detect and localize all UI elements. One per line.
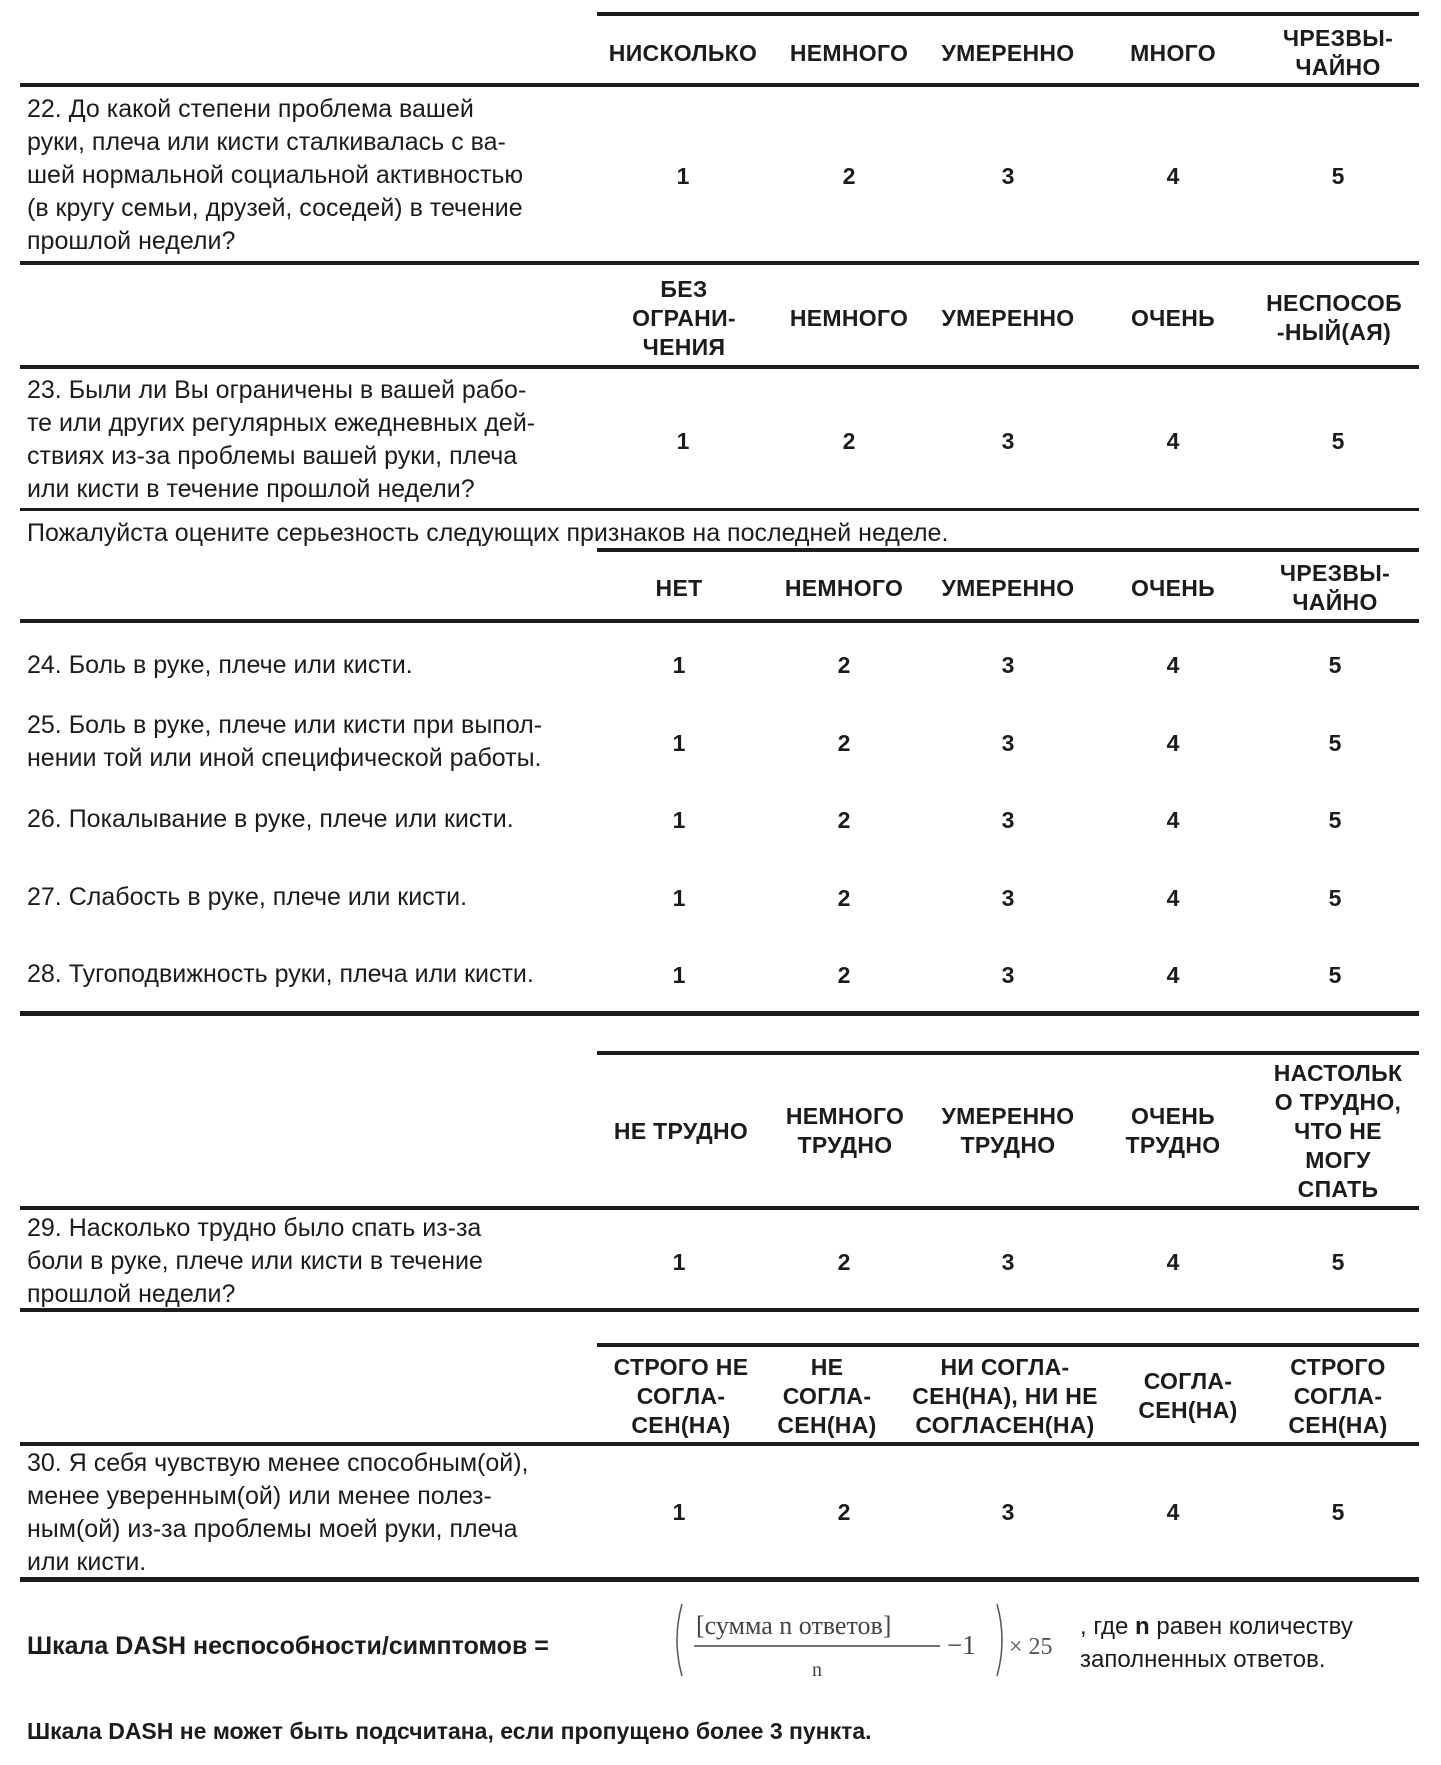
answer-option-3[interactable]: 3	[1001, 885, 1015, 911]
column-header: НЕМНОГО	[784, 574, 904, 601]
answer-option-4[interactable]: 4	[1166, 885, 1180, 911]
answer-option-5[interactable]: 5	[1328, 885, 1342, 911]
answer-option-1[interactable]: 1	[672, 962, 686, 988]
formula-minus-one: −1	[947, 1630, 976, 1660]
answer-option-2[interactable]: 2	[837, 885, 851, 911]
answer-option-5[interactable]: 5	[1328, 807, 1342, 833]
answer-option-4[interactable]: 4	[1166, 1499, 1180, 1525]
column-header: НИ СОГЛА- СЕН(НА), НИ НЕ СОГЛАСЕН(НА)	[912, 1353, 1098, 1438]
column-header: УМЕРЕННО	[941, 574, 1075, 601]
answer-option-4[interactable]: 4	[1166, 428, 1180, 454]
scoring-note: Шкала DASH не может быть подсчитана, если пропущено более 3 пункта.	[27, 1718, 872, 1744]
answer-option-3[interactable]: 3	[1001, 730, 1015, 756]
answer-option-2[interactable]: 2	[837, 962, 851, 988]
formula-denominator: n	[812, 1659, 822, 1680]
column-header: УМЕРЕННО ТРУДНО	[941, 1103, 1075, 1158]
answer-option-3[interactable]: 3	[1001, 807, 1015, 833]
answer-option-2[interactable]: 2	[842, 163, 856, 189]
column-header: СТРОГО СОГЛА- СЕН(НА)	[1288, 1353, 1388, 1438]
answer-option-1[interactable]: 1	[672, 652, 686, 678]
column-header: НЕ СОГЛА- СЕН(НА)	[777, 1353, 877, 1438]
rule	[20, 365, 1419, 369]
question-30: 30. Я себя чувствую менее способным(ой), менее уверенным(ой) или менее полез- ным(ой) из-за проблемы моей руки, плеча или кисти.	[27, 1449, 529, 1576]
formula-times: × 25	[1009, 1634, 1053, 1660]
answer-option-1[interactable]: 1	[676, 163, 690, 189]
column-header: СОГЛА- СЕН(НА)	[1138, 1368, 1238, 1423]
answer-option-1[interactable]: 1	[672, 1249, 686, 1275]
answer-option-5[interactable]: 5	[1331, 1499, 1345, 1525]
column-header: БЕЗ ОГРАНИ- ЧЕНИЯ	[632, 275, 736, 360]
answer-option-2[interactable]: 2	[842, 428, 856, 454]
column-header: ЧРЕЗВЫ- ЧАЙНО	[1282, 25, 1394, 80]
column-header: УМЕРЕННО	[941, 39, 1075, 66]
formula-graphic	[672, 1600, 1072, 1680]
answer-option-4[interactable]: 4	[1166, 730, 1180, 756]
answer-option-4[interactable]: 4	[1166, 1249, 1180, 1275]
question-24: 24. Боль в руке, плече или кисти.	[27, 651, 413, 679]
dash-formula	[672, 1600, 1072, 1680]
where-n: n	[1135, 1613, 1150, 1640]
answer-option-2[interactable]: 2	[837, 730, 851, 756]
answer-option-4[interactable]: 4	[1166, 652, 1180, 678]
rule	[20, 508, 1419, 511]
column-header: ОЧЕНЬ	[1130, 304, 1216, 331]
question-28: 28. Тугоподвижность руки, плеча или кисти.	[27, 960, 534, 988]
answer-option-5[interactable]: 5	[1331, 1249, 1345, 1275]
column-header: НИСКОЛЬКО	[608, 39, 758, 66]
answer-option-3[interactable]: 3	[1001, 962, 1015, 988]
rule	[20, 261, 1419, 265]
formula-numerator: [сумма n ответов]	[696, 1611, 892, 1640]
answer-option-4[interactable]: 4	[1166, 807, 1180, 833]
answer-option-5[interactable]: 5	[1328, 652, 1342, 678]
column-header: НЕТ	[655, 574, 703, 601]
column-header: УМЕРЕННО	[941, 304, 1075, 331]
column-header: НЕСПОСОБ -НЫЙ(АЯ)	[1266, 290, 1402, 345]
where-prefix: , где	[1080, 1613, 1136, 1640]
answer-option-1[interactable]: 1	[672, 1499, 686, 1525]
question-26: 26. Покалывание в руке, плече или кисти.	[27, 805, 514, 833]
column-header: НЕ ТРУДНО	[613, 1117, 749, 1144]
answer-option-1[interactable]: 1	[672, 885, 686, 911]
column-header: ЧРЕЗВЫ- ЧАЙНО	[1279, 560, 1391, 615]
column-header: ОЧЕНЬ ТРУДНО	[1125, 1103, 1221, 1158]
where-suffix: равен количеству заполненных ответов.	[1080, 1613, 1353, 1673]
instruction-text: Пожалуйста оцените серьезность следующих признаков на последней неделе.	[27, 519, 949, 547]
rule	[20, 1308, 1419, 1312]
rule	[20, 1011, 1419, 1016]
answer-option-2[interactable]: 2	[837, 652, 851, 678]
rule	[597, 1051, 1419, 1055]
question-23: 23. Были ли Вы ограничены в вашей рабо- те или других регулярных ежедневных дей- ствиях из-за проблемы вашей руки, плеча или кисти в течение прошлой недели?	[27, 376, 536, 503]
formula-label: Шкала DASH неспособности/симптомов =	[27, 1632, 549, 1660]
answer-option-2[interactable]: 2	[837, 1499, 851, 1525]
rule	[597, 548, 1419, 552]
column-header: НЕМНОГО	[789, 39, 909, 66]
question-22: 22. До какой степени проблема вашей руки, плеча или кисти сталкивалась с ва- шей нормальной социальной активностью (в кругу семьи, друзей, соседей) в течение прошлой недели?	[27, 95, 524, 255]
rule	[20, 1577, 1419, 1582]
rule	[20, 83, 1419, 87]
question-25: 25. Боль в руке, плече или кисти при выпол- нении той или иной специфической работы.	[27, 711, 543, 772]
answer-option-5[interactable]: 5	[1331, 428, 1345, 454]
answer-option-1[interactable]: 1	[676, 428, 690, 454]
answer-option-5[interactable]: 5	[1328, 730, 1342, 756]
answer-option-5[interactable]: 5	[1328, 962, 1342, 988]
question-27: 27. Слабость в руке, плече или кисти.	[27, 883, 468, 911]
column-header: СТРОГО НЕ СОГЛА- СЕН(НА)	[613, 1353, 749, 1438]
rule	[20, 1442, 1419, 1446]
rule	[20, 1206, 1419, 1210]
formula-explanation	[1080, 1610, 1353, 1676]
answer-option-1[interactable]: 1	[672, 730, 686, 756]
answer-option-3[interactable]: 3	[1001, 1499, 1015, 1525]
answer-option-3[interactable]: 3	[1001, 428, 1015, 454]
column-header: НАСТОЛЬК О ТРУДНО, ЧТО НЕ МОГУ СПАТЬ	[1273, 1059, 1403, 1202]
column-header: ОЧЕНЬ	[1130, 574, 1216, 601]
rule	[20, 619, 1419, 623]
answer-option-3[interactable]: 3	[1001, 163, 1015, 189]
answer-option-4[interactable]: 4	[1166, 163, 1180, 189]
answer-option-3[interactable]: 3	[1001, 652, 1015, 678]
answer-option-2[interactable]: 2	[837, 807, 851, 833]
column-header: НЕМНОГО ТРУДНО	[785, 1103, 905, 1158]
column-header: НЕМНОГО	[789, 304, 909, 331]
answer-option-5[interactable]: 5	[1331, 163, 1345, 189]
rule	[597, 1343, 1419, 1347]
rule	[597, 12, 1419, 16]
answer-option-4[interactable]: 4	[1166, 962, 1180, 988]
answer-option-3[interactable]: 3	[1001, 1249, 1015, 1275]
column-header: МНОГО	[1130, 39, 1216, 66]
answer-option-1[interactable]: 1	[672, 807, 686, 833]
answer-option-2[interactable]: 2	[837, 1249, 851, 1275]
question-29: 29. Насколько трудно было спать из-за боли в руке, плече или кисти в течение прошлой недели?	[27, 1214, 483, 1308]
